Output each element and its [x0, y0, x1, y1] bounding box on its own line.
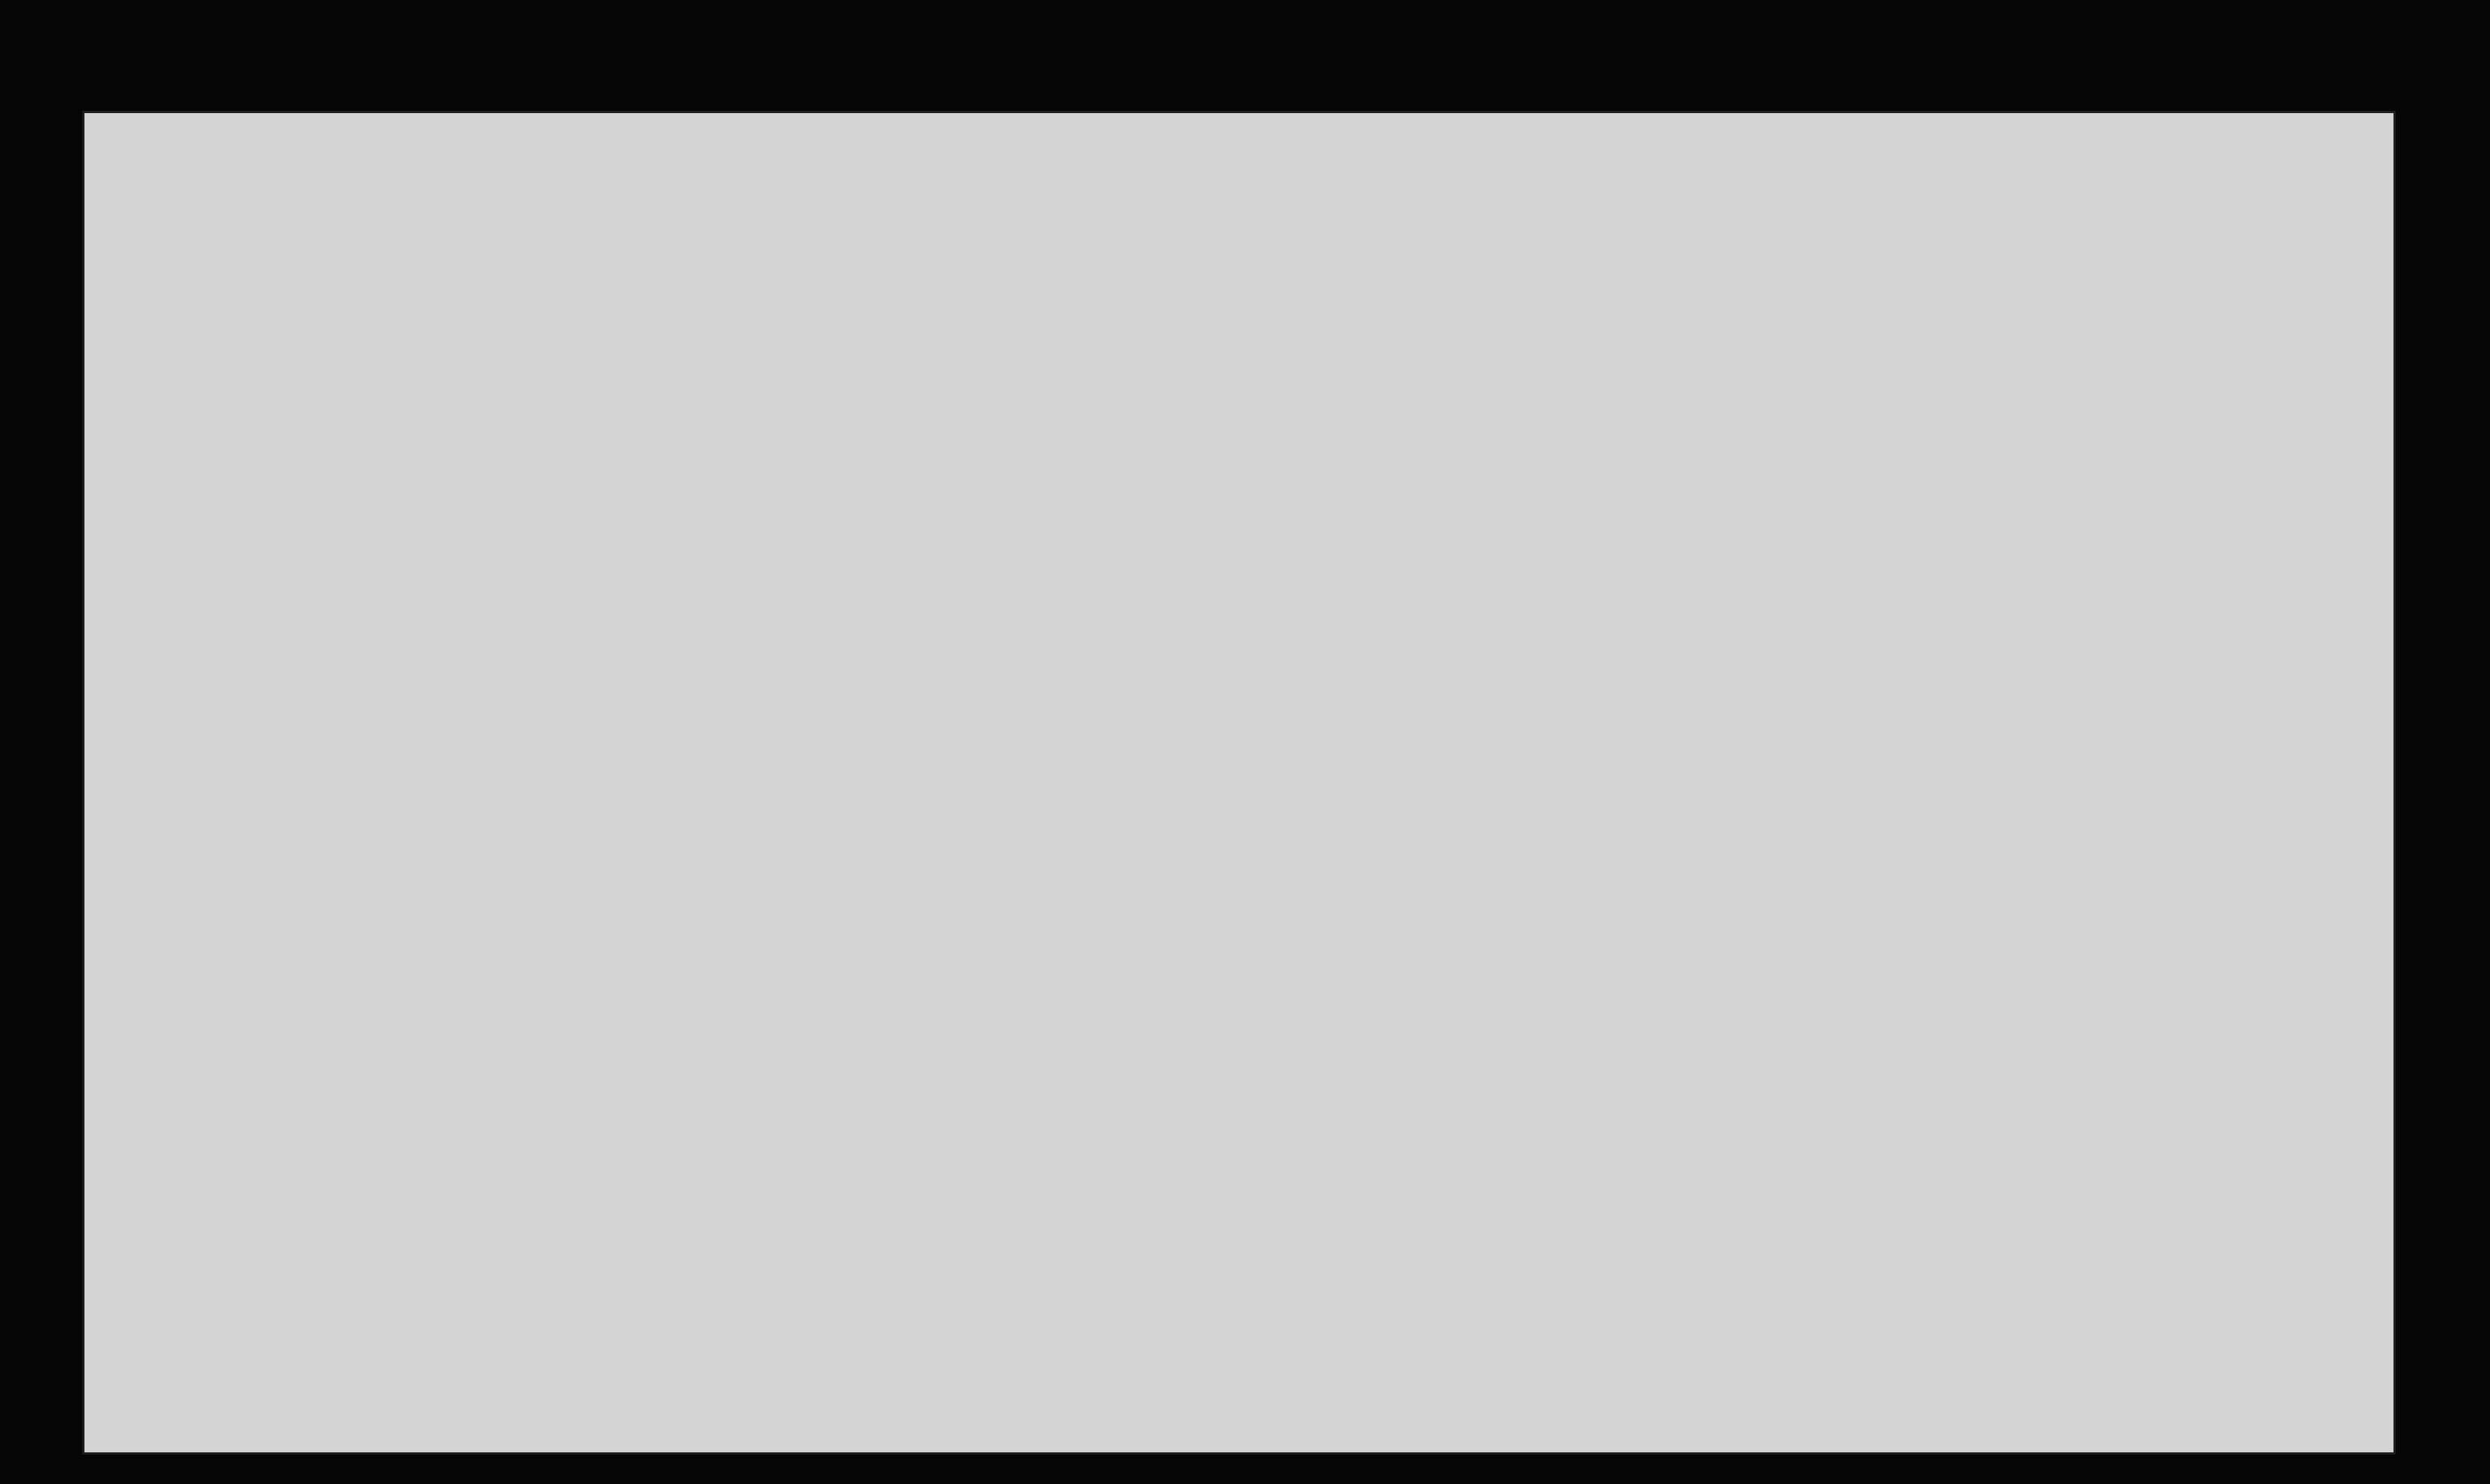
census-card [84, 113, 2393, 1452]
